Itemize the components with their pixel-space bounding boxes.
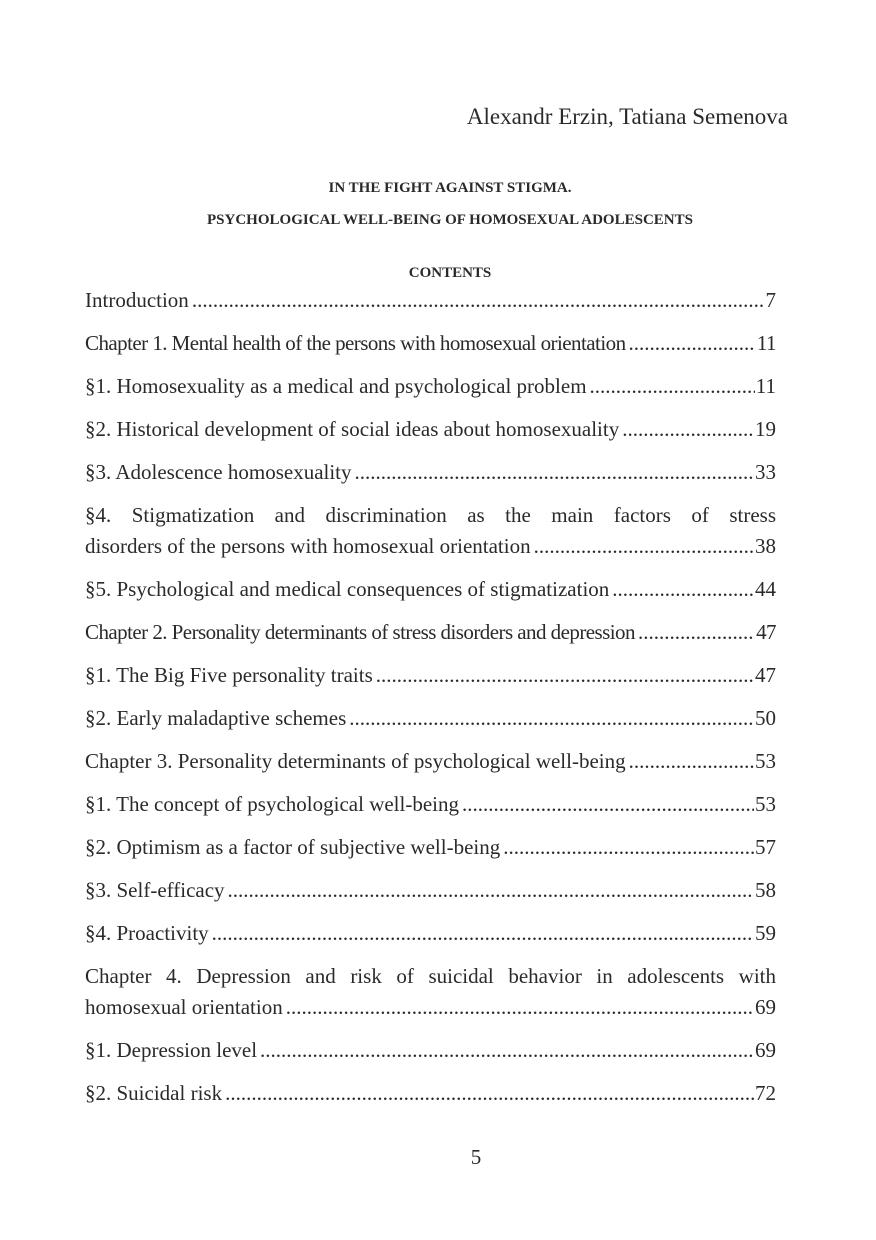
toc-entry-title: §1. Homosexuality as a medical and psychological problem (85, 374, 587, 398)
toc-page-number: 47 (755, 663, 776, 687)
toc-entry-title: §2. Optimism as a factor of subjective well-being (85, 835, 501, 859)
toc-entry-introduction[interactable] (85, 285, 776, 316)
toc-page-number: 11 (755, 374, 776, 398)
toc-leader-dots (376, 660, 754, 691)
toc-leader-dots (629, 746, 754, 777)
toc-leader-dots (629, 328, 756, 359)
toc-leader-dots (225, 1078, 754, 1109)
book-title-line-1: IN THE FIGHT AGAINST STIGMA. (328, 180, 572, 196)
toc-entry-chapter-4[interactable] (85, 961, 776, 1023)
toc-entry-chapter-1-section-3[interactable] (85, 457, 776, 488)
toc-page-number: 38 (755, 534, 776, 558)
toc-entry-title: disorders of the persons with homosexual orientation (85, 534, 531, 558)
toc-entry-title: §3. Self-efficacy (85, 878, 225, 902)
toc-entry-chapter-2[interactable] (85, 617, 776, 648)
toc-page-number: 69 (755, 995, 776, 1019)
toc-page-number: 69 (755, 1038, 776, 1062)
toc-page-number: 50 (755, 706, 776, 730)
toc-entry-title: §1. The Big Five personality traits (85, 663, 373, 687)
toc-entry-title: §5. Psychological and medical consequences of stigmatization (85, 577, 610, 601)
toc-page-number: 47 (756, 620, 776, 644)
contents-heading: CONTENTS (408, 265, 492, 281)
toc-leader-dots (212, 918, 754, 949)
toc-entry-chapter-2-section-1[interactable] (85, 660, 776, 691)
toc-entry-chapter-1-section-2[interactable] (85, 414, 776, 445)
toc-entry-chapter-3-section-3[interactable] (85, 875, 776, 906)
toc-leader-dots (260, 1035, 754, 1066)
toc-leader-dots (192, 285, 765, 316)
toc-entry-title: Chapter 1. Mental health of the persons with homosexual orientation (85, 331, 626, 355)
toc-entry-title: Chapter 3. Personality determinants of psychological well-being (85, 749, 626, 773)
toc-page-number: 19 (755, 417, 776, 441)
toc-entry-chapter-1-section-5[interactable] (85, 574, 776, 605)
toc-page-number: 11 (756, 331, 776, 355)
toc-page-number: 7 (765, 288, 776, 312)
toc-leader-dots (534, 531, 754, 562)
toc-entry-title-first-line: Chapter 4. Depression and risk of suicidal behavior in adolescents with (85, 964, 776, 988)
toc-page-number: 33 (755, 460, 776, 484)
toc-leader-dots (286, 992, 754, 1023)
toc-page-number: 44 (755, 577, 776, 601)
toc-entry-chapter-3-section-4[interactable] (85, 918, 776, 949)
toc-page-number: 53 (755, 792, 776, 816)
table-of-contents (85, 285, 776, 1121)
toc-leader-dots (349, 703, 754, 734)
toc-entry-title: §2. Suicidal risk (85, 1081, 223, 1105)
book-title-line-2: PSYCHOLOGICAL WELL-BEING OF HOMOSEXUAL ADOLESCENTS (207, 212, 693, 228)
toc-page-number: 53 (755, 749, 776, 773)
toc-entry-title: §1. The concept of psychological well-being (85, 792, 460, 816)
toc-page-number: 72 (755, 1081, 776, 1105)
toc-page-number: 57 (755, 835, 776, 859)
toc-entry-chapter-4-section-1[interactable] (85, 1035, 776, 1066)
toc-entry-chapter-1-section-1[interactable] (85, 371, 776, 402)
toc-entry-title: §4. Proactivity (85, 921, 209, 945)
toc-entry-chapter-4-section-2[interactable] (85, 1078, 776, 1109)
toc-entry-title: §2. Early maladaptive schemes (85, 706, 347, 730)
toc-entry-title: homosexual orientation (85, 995, 283, 1019)
book-title (12, 172, 876, 236)
toc-leader-dots (462, 789, 754, 820)
toc-entry-title: Chapter 2. Personality determinants of stress disorders and depression (85, 620, 635, 644)
toc-page-number: 58 (755, 878, 776, 902)
toc-leader-dots (503, 832, 754, 863)
toc-entry-chapter-3-section-2[interactable] (85, 832, 776, 863)
toc-leader-dots (228, 875, 754, 906)
toc-leader-dots (638, 617, 755, 648)
toc-entry-chapter-3[interactable] (85, 746, 776, 777)
toc-page-number: 59 (755, 921, 776, 945)
toc-entry-chapter-2-section-2[interactable] (85, 703, 776, 734)
toc-entry-title: §2. Historical development of social ideas about homosexuality (85, 417, 620, 441)
toc-entry-chapter-1-section-4[interactable] (85, 500, 776, 562)
toc-entry-chapter-3-section-1[interactable] (85, 789, 776, 820)
page-number: 5 (470, 1145, 482, 1169)
toc-entry-title: Introduction (85, 288, 189, 312)
toc-entry-chapter-1[interactable] (85, 328, 776, 359)
toc-entry-title: §1. Depression level (85, 1038, 258, 1062)
toc-leader-dots (622, 414, 754, 445)
toc-leader-dots (590, 371, 755, 402)
toc-entry-title: §3. Adolescence homosexuality (85, 460, 352, 484)
toc-leader-dots (612, 574, 754, 605)
toc-leader-dots (355, 457, 754, 488)
toc-entry-title-first-line: §4. Stigmatization and discrimination as the main factors of stress (85, 503, 776, 527)
authors: Alexandr Erzin, Tatiana Semenova (466, 104, 788, 129)
